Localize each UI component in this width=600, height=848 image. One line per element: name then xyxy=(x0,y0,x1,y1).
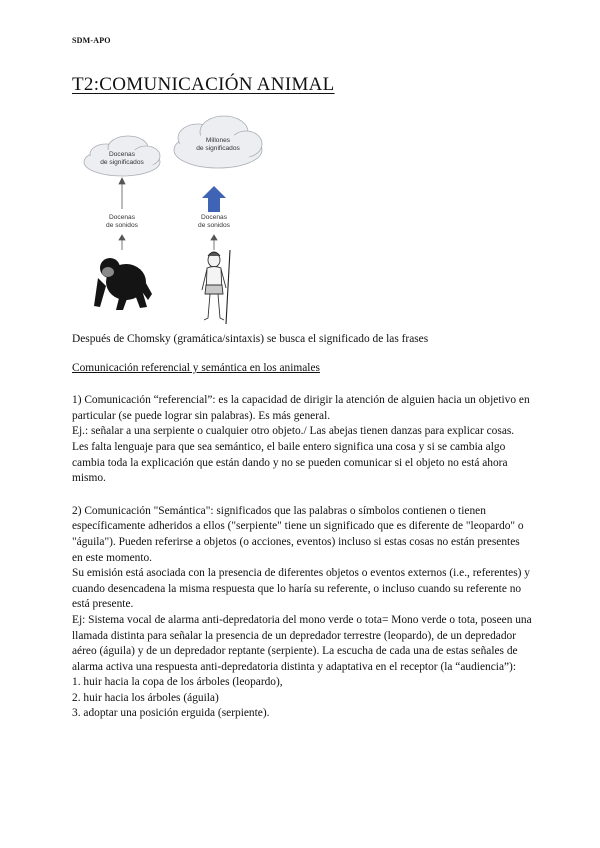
right-cloud-label: Millones de significados xyxy=(196,137,240,152)
referential-paragraph: 1) Comunicación “referencial”: es la capacidad de dirigir la atención de alguien hacia un objetivo en particular (se puede lograr sin palabras). Es más general. xyxy=(72,394,530,422)
page-title: T2:COMUNICACIÓN ANIMAL xyxy=(72,74,335,95)
document-body xyxy=(72,332,532,722)
list-item: 3. adoptar una posición erguida (serpiente). xyxy=(72,707,270,720)
chimpanzee-icon xyxy=(94,258,152,310)
semantic-paragraph: 2) Comunicación "Semántica": significados que las palabras o símbolos contienen o tienen específicamente adheridos a ellos ("serpiente" tiene un significado que es diferente de "leopardo" o "águila"). Pueden referirse a objetos (o acciones, eventos) incluso si estas cosas no están presentes en este momento. xyxy=(72,504,524,564)
emission-paragraph: Su emisión está asociada con la presencia de diferentes objetos o eventos externos (i.e., referentes) y cuando desencadena la misma respuesta que lo haría su referente, o incluso cuando su referente no está presente. xyxy=(72,567,530,611)
left-cloud-label: Docenas de significados xyxy=(100,151,144,166)
spacer xyxy=(72,348,532,361)
spacer xyxy=(72,376,532,393)
response-list xyxy=(72,675,532,722)
intro-paragraph: Después de Chomsky (gramática/sintaxis) se busca el significado de las frases xyxy=(72,333,429,345)
left-caption: Docenas de sonidos xyxy=(106,214,138,229)
list-item: 1. huir hacia la copa de los árboles (leopardo), xyxy=(72,676,283,689)
section-heading: Comunicación referencial y semántica en los animales xyxy=(72,361,320,374)
arrow-up-icon xyxy=(119,235,125,250)
early-human-icon xyxy=(202,250,230,324)
arrow-up-icon xyxy=(211,235,217,250)
list-item: 2. huir hacia los árboles (águila) xyxy=(72,691,219,704)
document-header: SDM-APO xyxy=(72,36,111,45)
figure-svg xyxy=(76,110,266,330)
referential-example: Ej.: señalar a una serpiente o cualquier otro objeto./ Las abejas tienen danzas para explicar cosas. Les falta lenguaje para que sea semántico, el baile entero significa una cosa y si se cambia algo cambia toda la explicación que están dando y no se pueden comunicar si el objeto no está ahora mismo. xyxy=(72,425,515,485)
communication-figure xyxy=(76,110,266,330)
large-arrow-up-icon xyxy=(202,186,226,212)
spacer xyxy=(72,487,532,504)
alarm-example: Ej: Sistema vocal de alarma anti-depredatoria del mono verde o tota= Mono verde o tota, poseen una llamada distinta para señalar la presencia de un depredador terrestre (leopardo), de un depredador aéreo (águila) y de un depredador reptante (serpiente). La escucha de cada una de estas señales de alarma activa una respuesta anti-depredatoria distinta y adaptativa en el receptor (la “audiencia”): xyxy=(72,613,532,673)
right-caption: Docenas de sonidos xyxy=(198,214,230,229)
arrow-up-icon xyxy=(119,178,125,209)
